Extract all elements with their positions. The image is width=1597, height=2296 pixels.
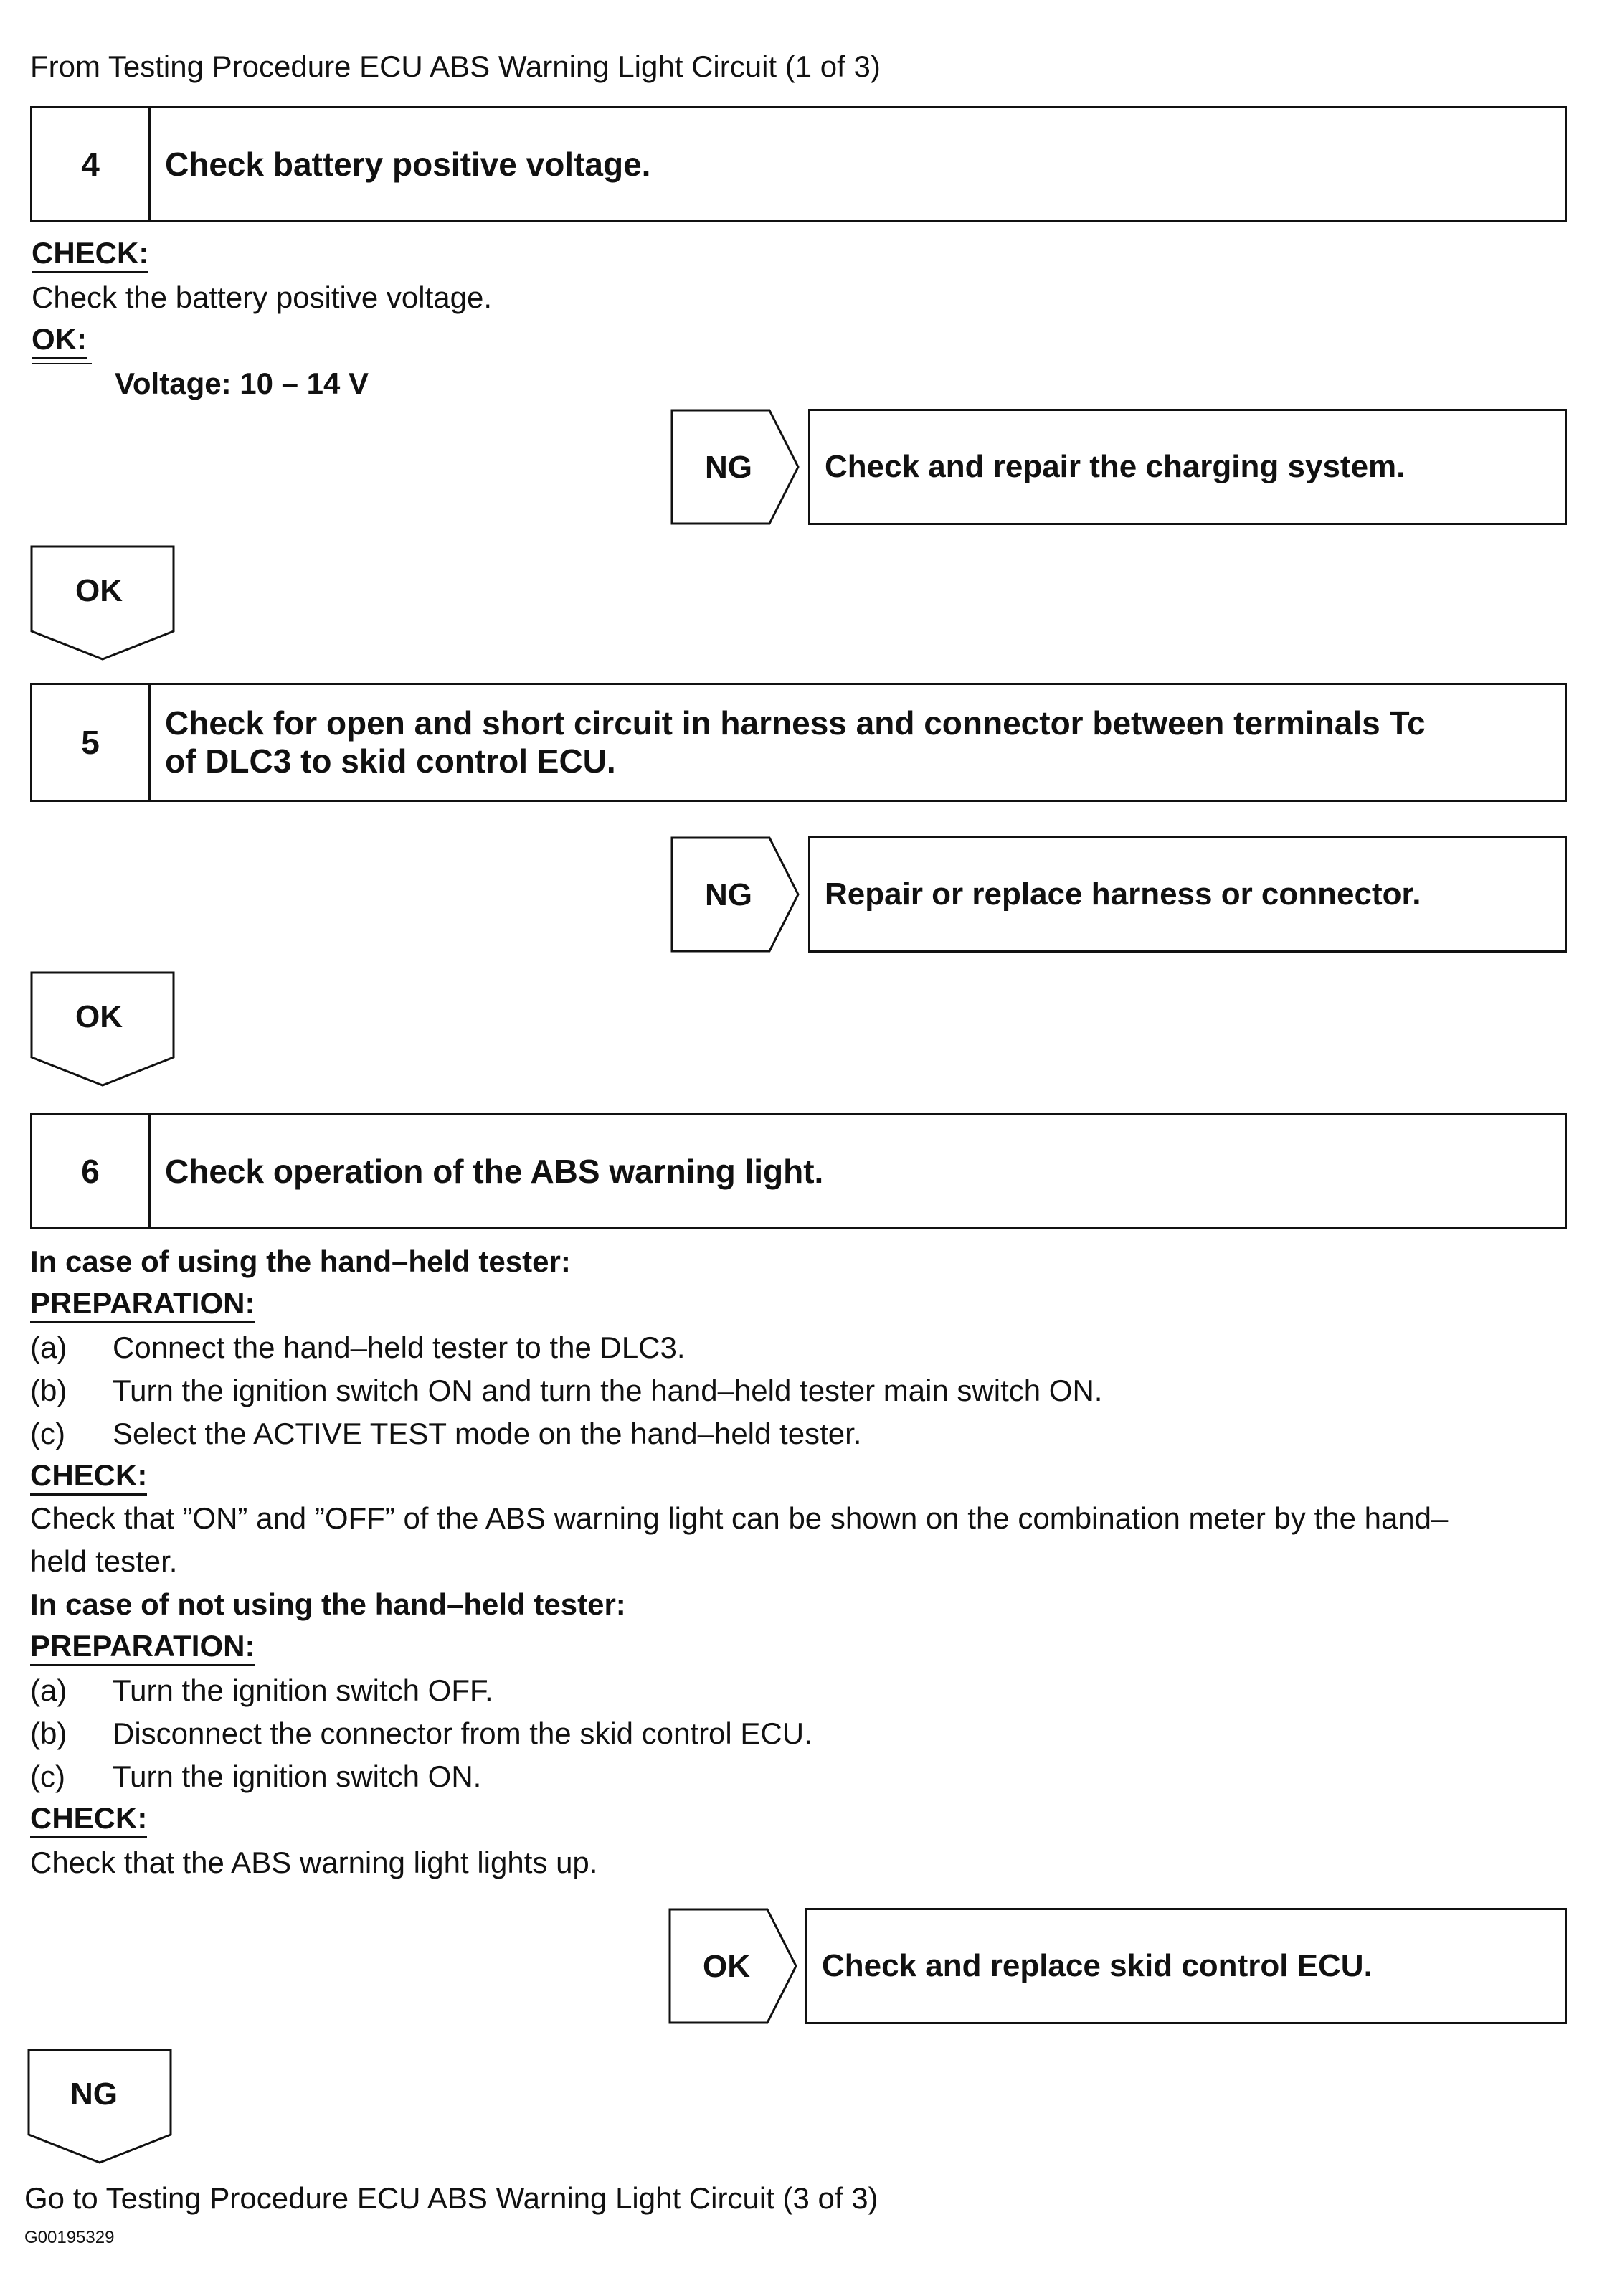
step-5-ng-arrow	[670, 836, 801, 953]
step-6-ng-arrow	[27, 2049, 174, 2165]
step-5-ng-result: Repair or replace harness or connector.	[808, 836, 1567, 953]
list-item	[30, 1759, 1536, 1795]
list-item-text: Disconnect the connector from the skid control ECU.	[113, 1716, 812, 1750]
step-6-ok-label: OK	[703, 1949, 750, 1984]
case-1-check-line-2: held tester.	[30, 1544, 178, 1578]
list-item-letter: (c)	[30, 1417, 65, 1450]
step-4-number: 4	[32, 108, 151, 220]
step-6-ok-arrow	[668, 1908, 799, 2024]
list-item-letter: (b)	[30, 1716, 67, 1750]
step-4-ng-result: Check and repair the charging system.	[808, 409, 1567, 525]
list-item	[30, 1419, 1536, 1452]
step-5-number: 5	[32, 685, 151, 800]
step-4-ok-label-tag: OK	[75, 573, 123, 608]
ok-spec-rule	[32, 363, 92, 364]
step-4-check-text: Check the battery positive voltage.	[32, 280, 493, 314]
list-item	[30, 1673, 1536, 1709]
list-item-letter: (a)	[30, 1673, 67, 1707]
step-5-box	[30, 683, 1567, 802]
list-item	[30, 1716, 1536, 1752]
list-item	[30, 1333, 1536, 1366]
step-4-title: Check battery positive voltage.	[165, 145, 651, 183]
step-6-ok-result: Check and replace skid control ECU.	[805, 1908, 1567, 2024]
case-1-heading: In case of using the hand–held tester:	[30, 1244, 571, 1278]
case-1-check-line-1: Check that ”ON” and ”OFF” of the ABS warning light can be shown on the combination meter by the hand–	[30, 1501, 1449, 1535]
step-5-title-line-1: Check for open and short circuit in harness and connector between terminals Tc	[165, 704, 1426, 742]
step-4-check-label: CHECK:	[32, 238, 148, 273]
case-1-prep-label: PREPARATION:	[30, 1288, 255, 1323]
case-2-heading: In case of not using the hand–held tester:	[30, 1587, 626, 1621]
case-1-check-label: CHECK:	[30, 1460, 147, 1496]
list-item-text: Select the ACTIVE TEST mode on the hand–held tester.	[113, 1417, 862, 1450]
case-2-check-label: CHECK:	[30, 1803, 147, 1838]
list-item-letter: (c)	[30, 1759, 65, 1793]
list-item-text: Turn the ignition switch OFF.	[113, 1673, 493, 1707]
figure-id: G00195329	[24, 2228, 115, 2247]
step-5-ok-arrow	[30, 971, 176, 1087]
list-item-text: Turn the ignition switch ON and turn the hand–held tester main switch ON.	[113, 1374, 1103, 1407]
step-6-box	[30, 1113, 1567, 1229]
step-4-ng-arrow	[670, 409, 801, 525]
step-6-ng-label-tag: NG	[70, 2077, 118, 2112]
footer-text: Go to Testing Procedure ECU ABS Warning Light Circuit (3 of 3)	[24, 2181, 878, 2215]
case-2-check-text: Check that the ABS warning light lights up.	[30, 1846, 598, 1879]
step-4-box	[30, 106, 1567, 222]
header-text: From Testing Procedure ECU ABS Warning Light Circuit (1 of 3)	[30, 49, 881, 83]
list-item-text: Turn the ignition switch ON.	[113, 1759, 482, 1793]
case-2-prep-label: PREPARATION:	[30, 1631, 255, 1666]
list-item	[30, 1376, 1536, 1409]
step-4-ng-label: NG	[705, 450, 752, 485]
step-5-title	[165, 685, 1550, 800]
step-5-title-line-2: of DLC3 to skid control ECU.	[165, 742, 616, 780]
list-item-letter: (a)	[30, 1331, 67, 1364]
step-5-ok-label-tag: OK	[75, 999, 123, 1034]
step-6-title: Check operation of the ABS warning light.	[165, 1152, 824, 1190]
list-item-letter: (b)	[30, 1374, 67, 1407]
step-4-ok-label: OK:	[32, 324, 87, 359]
step-6-number: 6	[32, 1115, 151, 1227]
step-5-ng-label: NG	[705, 877, 752, 912]
step-4-ok-spec: Voltage: 10 – 14 V	[115, 367, 369, 400]
step-4-ok-arrow	[30, 545, 176, 661]
list-item-text: Connect the hand–held tester to the DLC3.	[113, 1331, 686, 1364]
